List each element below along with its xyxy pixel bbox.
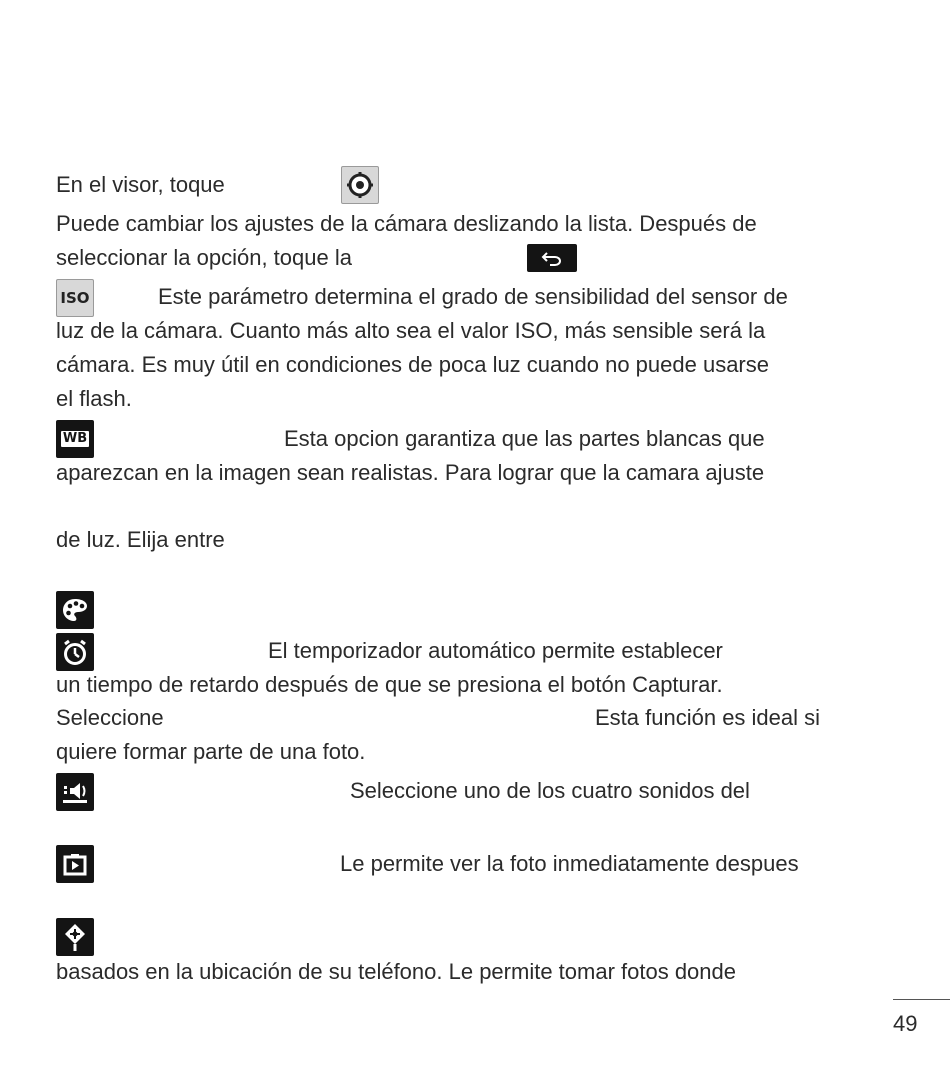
iso-icon	[56, 279, 94, 317]
text-line-geotag-2: basados en la ubicación de su teléfono. Le permite tomar fotos donde	[56, 959, 737, 984]
text-line-ajustes: Puede cambiar los ajustes de la cámara deslizando la lista. Después de	[56, 211, 757, 236]
text-line-iso-2: luz de la cámara. Cuanto más alto sea el valor ISO, más sensible será la	[56, 318, 766, 343]
text-line-timer-4: quiere formar parte de una foto.	[56, 739, 366, 764]
text-line-wb-3: de luz. Elija entre	[56, 527, 225, 552]
self-timer-icon	[56, 633, 94, 671]
settings-gear-icon	[341, 166, 379, 204]
text-line-wb-2: aparezcan en la imagen sean realistas. Para lograr que la camara ajuste	[56, 460, 765, 485]
geotag-icon	[56, 918, 94, 956]
text-line-iso-4: el flash.	[56, 386, 132, 411]
page-number: 49	[893, 1011, 918, 1036]
text-line-iso-3: cámara. Es muy útil en condiciones de poca luz cuando no puede usarse	[56, 352, 769, 377]
text-line-wb-1: Esta opcion garantiza que las partes blancas que	[284, 426, 765, 451]
text-line-visor: En el visor, toque	[56, 172, 225, 197]
text-line-sound-1: Seleccione uno de los cuatro sonidos del	[350, 778, 750, 803]
wb-icon-label: WB	[62, 431, 88, 446]
text-line-seleccionar: seleccionar la opción, toque la	[56, 245, 352, 270]
text-line-timer-1: El temporizador automático permite establecer	[268, 638, 723, 663]
white-balance-icon	[56, 420, 94, 458]
text-line-timer-2: un tiempo de retardo después de que se presiona el botón Capturar.	[56, 672, 723, 697]
auto-review-icon	[56, 845, 94, 883]
back-arrow-icon	[527, 244, 577, 272]
color-effect-palette-icon	[56, 591, 94, 629]
text-line-iso-1: Este parámetro determina el grado de sensibilidad del sensor de	[158, 284, 788, 309]
shutter-sound-icon	[56, 773, 94, 811]
text-line-review-1: Le permite ver la foto inmediatamente despues	[340, 851, 799, 876]
iso-icon-label: ISO	[60, 289, 90, 307]
text-line-timer-3a: Seleccione	[56, 705, 164, 730]
footer-divider	[893, 999, 950, 1000]
text-line-timer-3b: Esta función es ideal si	[595, 705, 821, 730]
